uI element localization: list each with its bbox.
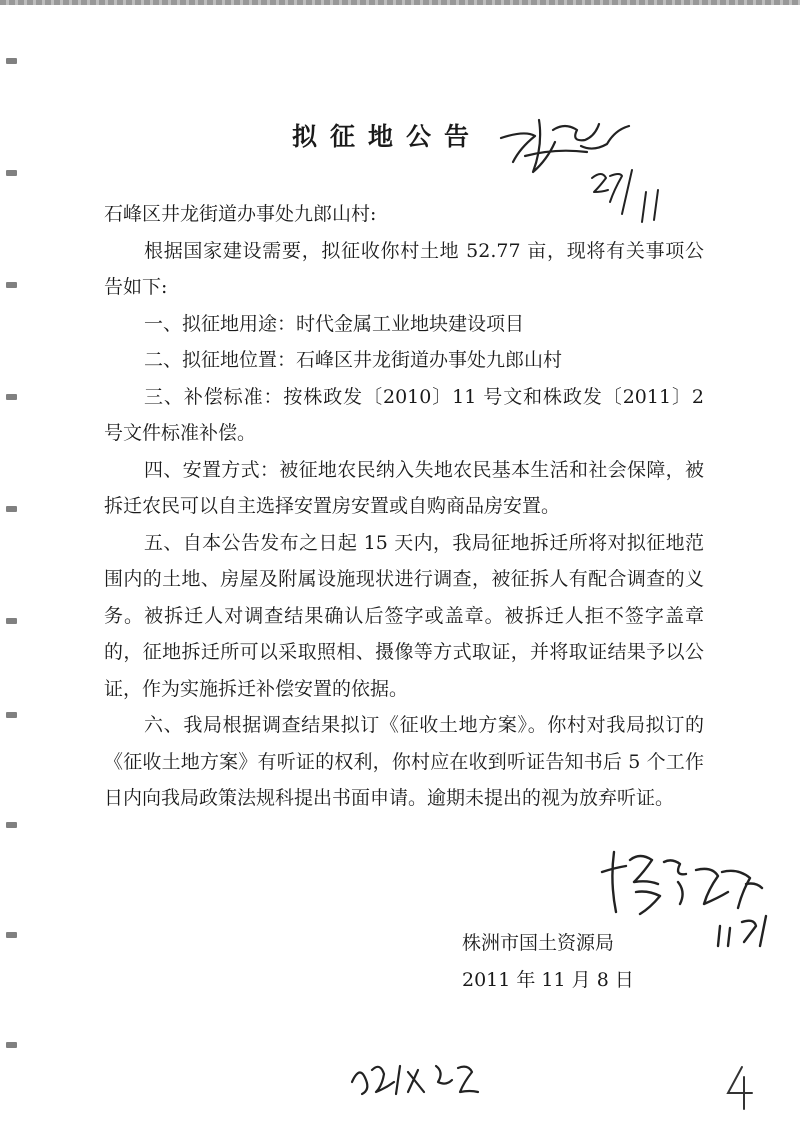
intro-paragraph: 根据国家建设需要，拟征收你村土地 52.77 亩，现将有关事项公告如下:: [104, 239, 704, 298]
item-resettlement: 四、安置方式：被征地农民纳入失地农民基本生活和社会保障，被拆迁农民可以自主选择安置房安置或自购商品房安置。: [104, 458, 704, 517]
binding-holes: [6, 0, 20, 1130]
handwritten-signature-bottom: [346, 1052, 486, 1102]
addressee: 石峰区井龙街道办事处九郎山村:: [104, 203, 377, 225]
handwritten-signature-right: [600, 842, 790, 952]
issue-date: 2011 年 11 月 8 日: [462, 969, 634, 991]
item-purpose: 一、拟征地用途：时代金属工业地块建设项目: [144, 312, 525, 335]
item-hearing: 六、我局根据调查结果拟订《征收土地方案》。你村对我局拟订的《征收土地方案》有听证的权利，你村应在收到听证告知书后 5 个工作日内向我局政策法规科提出书面申请。逾期未提出的视为放弃听证。: [104, 714, 704, 809]
scan-page-edge: [0, 0, 800, 5]
handwritten-page-number: [722, 1063, 758, 1111]
issuing-authority: 株洲市国土资源局: [462, 932, 615, 954]
item-location: 二、拟征地位置：石峰区井龙街道办事处九郎山村: [144, 349, 563, 371]
item-compensation: 三、补偿标准：按株政发〔2010〕11 号文和株政发〔2011〕2 号文件标准补偿。: [104, 385, 704, 444]
notice-title: 拟征地公告: [292, 122, 483, 151]
page-number: [722, 1063, 758, 1121]
notice-body: [104, 196, 704, 817]
item-survey: 五、自本公告发布之日起 15 天内，我局征地拆迁所将对拟征地范围内的土地、房屋及附属设施现状进行调查，被征拆人有配合调查的义务。被拆迁人对调查结果确认后签字或盖章。被拆迁人拒不签字盖章的，征地拆迁所可以采取照相、摄像等方式取证，并将取证结果予以公证，作为实施拆迁补偿安置的依据。: [104, 531, 704, 700]
